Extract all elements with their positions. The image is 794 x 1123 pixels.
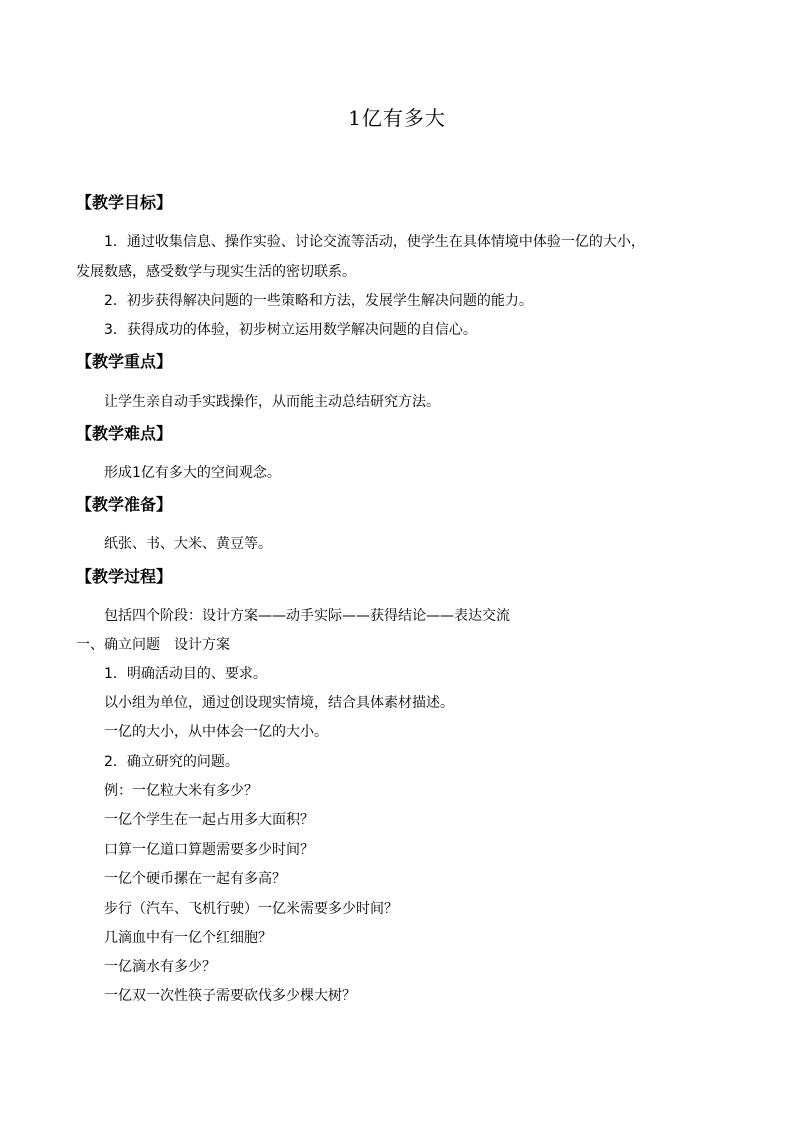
process-step-1-detail-2: 一亿的大小，从中体会一亿的大小。: [104, 724, 328, 740]
process-step-1-detail-1: 以小组为单位，通过创设现实情境，结合具体素材描述。: [104, 695, 454, 711]
process-step-2: 2．确立研究的问题。: [104, 754, 239, 770]
preparation-text: 纸张、书、大米、黄豆等。: [104, 536, 272, 552]
heading-difficulties: 【教学难点】: [76, 424, 173, 443]
example-question: 一亿个硬币摞在一起有多高？: [104, 871, 286, 887]
example-question: 口算一亿道口算题需要多少时间？: [104, 842, 314, 858]
heading-preparation: 【教学准备】: [76, 495, 173, 514]
process-stages: 包括四个阶段：设计方案——动手实际——获得结论——表达交流: [104, 608, 510, 624]
goal-item-2: 2．初步获得解决问题的一些策略和方法，发展学生解决问题的能力。: [104, 293, 533, 309]
example-question: 步行（汽车、飞机行驶）一亿米需要多少时间？: [104, 901, 398, 917]
heading-teaching-process: 【教学过程】: [76, 567, 173, 586]
heading-key-points: 【教学重点】: [76, 352, 173, 371]
heading-teaching-goals: 【教学目标】: [76, 193, 173, 212]
example-question: 例：一亿粒大米有多少？: [104, 783, 258, 799]
goal-item-1-line-1: 1．通过收集信息、操作实验、讨论交流等活动，使学生在具体情境中体验一亿的大小，: [104, 234, 645, 250]
example-question: 几滴血中有一亿个红细胞？: [104, 930, 272, 946]
process-step-1: 1．明确活动目的、要求。: [104, 666, 267, 682]
process-section-1-title: 一、确立问题 设计方案: [76, 637, 230, 653]
document-title: 1亿有多大: [348, 106, 446, 130]
example-question: 一亿滴水有多少？: [104, 959, 216, 975]
difficulties-text: 形成1亿有多大的空间观念。: [104, 465, 281, 481]
example-question: 一亿双一次性筷子需要砍伐多少棵大树？: [104, 988, 356, 1004]
example-question: 一亿个学生在一起占用多大面积？: [104, 812, 314, 828]
goal-item-1-line-2: 发展数感，感受数学与现实生活的密切联系。: [76, 264, 356, 280]
key-points-text: 让学生亲自动手实践操作，从而能主动总结研究方法。: [104, 394, 440, 410]
goal-item-3: 3．获得成功的体验，初步树立运用数学解决问题的自信心。: [104, 322, 477, 338]
